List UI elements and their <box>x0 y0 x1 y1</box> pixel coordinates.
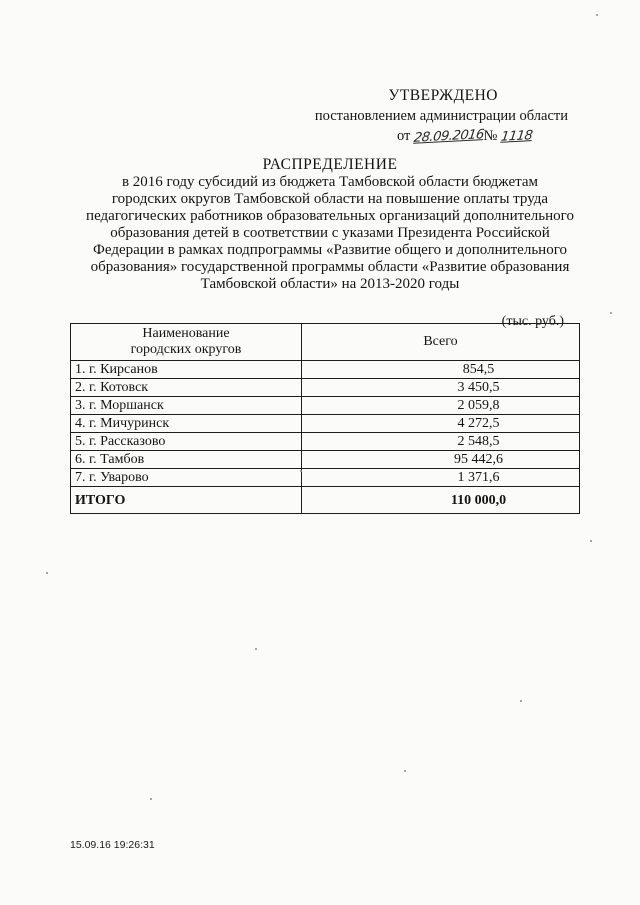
district-name: 3. г. Моршанск <box>71 397 302 415</box>
total-value: 110 000,0 <box>302 487 580 514</box>
scan-speck <box>520 700 522 702</box>
scan-speck <box>404 770 406 772</box>
district-name: 4. г. Мичуринск <box>71 415 302 433</box>
scan-speck <box>150 798 152 800</box>
title-line-5: Федерации в рамках подпрограммы «Развитие общего и дополнительного <box>93 242 567 258</box>
approval-authority: постановлением администрации области <box>314 108 568 124</box>
district-value: 2 548,5 <box>302 433 580 451</box>
scan-speck <box>255 648 257 650</box>
header-total: Всего <box>302 324 580 361</box>
scan-speck <box>46 572 48 574</box>
scan-speck <box>590 540 592 542</box>
table-row <box>71 433 580 451</box>
document-title <box>76 156 584 293</box>
title-line-4: образования детей в соответствии с указами Президента Российской <box>110 225 550 241</box>
table-row <box>71 361 580 379</box>
district-name: 2. г. Котовск <box>71 379 302 397</box>
print-timestamp: 15.09.16 19:26:31 <box>70 839 155 851</box>
header-name <box>71 324 302 361</box>
scan-speck <box>300 470 302 472</box>
date-prefix: от <box>396 128 411 144</box>
district-name: 1. г. Кирсанов <box>71 361 302 379</box>
table-row <box>71 379 580 397</box>
approval-date-line <box>268 126 568 147</box>
header-name-line-1: Наименование <box>142 326 230 341</box>
table-row <box>71 469 580 487</box>
header-name-line-2: городских округов <box>130 342 242 357</box>
title-heading: РАСПРЕДЕЛЕНИЕ <box>262 156 398 173</box>
title-line-1: в 2016 году субсидий из бюджета Тамбовской области бюджетам <box>121 174 539 190</box>
district-value: 1 371,6 <box>302 469 580 487</box>
approval-heading: УТВЕРЖДЕНО <box>388 87 498 104</box>
table-row <box>71 415 580 433</box>
district-name: 5. г. Рассказово <box>71 433 302 451</box>
district-value: 854,5 <box>302 361 580 379</box>
title-line-3: педагогических работников образовательных организаций дополнительного <box>86 208 574 224</box>
handwritten-number: 1118 <box>499 128 534 145</box>
title-line-7: Тамбовской области» на 2013-2020 годы <box>200 276 460 292</box>
district-value: 3 450,5 <box>302 379 580 397</box>
district-value: 2 059,8 <box>302 397 580 415</box>
approval-block <box>268 86 568 147</box>
scan-speck <box>610 312 612 314</box>
table-row <box>71 397 580 415</box>
number-sign: № <box>483 128 498 144</box>
district-name: 6. г. Тамбов <box>71 451 302 469</box>
title-line-6: образования» государственной программы области «Развитие образования <box>90 259 570 275</box>
scan-speck <box>596 14 598 16</box>
unit-label: (тыс. руб.) <box>501 314 564 329</box>
table-row <box>71 451 580 469</box>
district-name: 7. г. Уварово <box>71 469 302 487</box>
handwritten-date: 28.09.2016 <box>412 127 485 146</box>
distribution-table <box>70 323 580 514</box>
table-header-row <box>71 324 580 361</box>
total-row <box>71 487 580 514</box>
total-label: ИТОГО <box>71 487 302 514</box>
title-line-2: городских округов Тамбовской области на повышение оплаты труда <box>111 191 549 207</box>
district-value: 4 272,5 <box>302 415 580 433</box>
district-value: 95 442,6 <box>302 451 580 469</box>
